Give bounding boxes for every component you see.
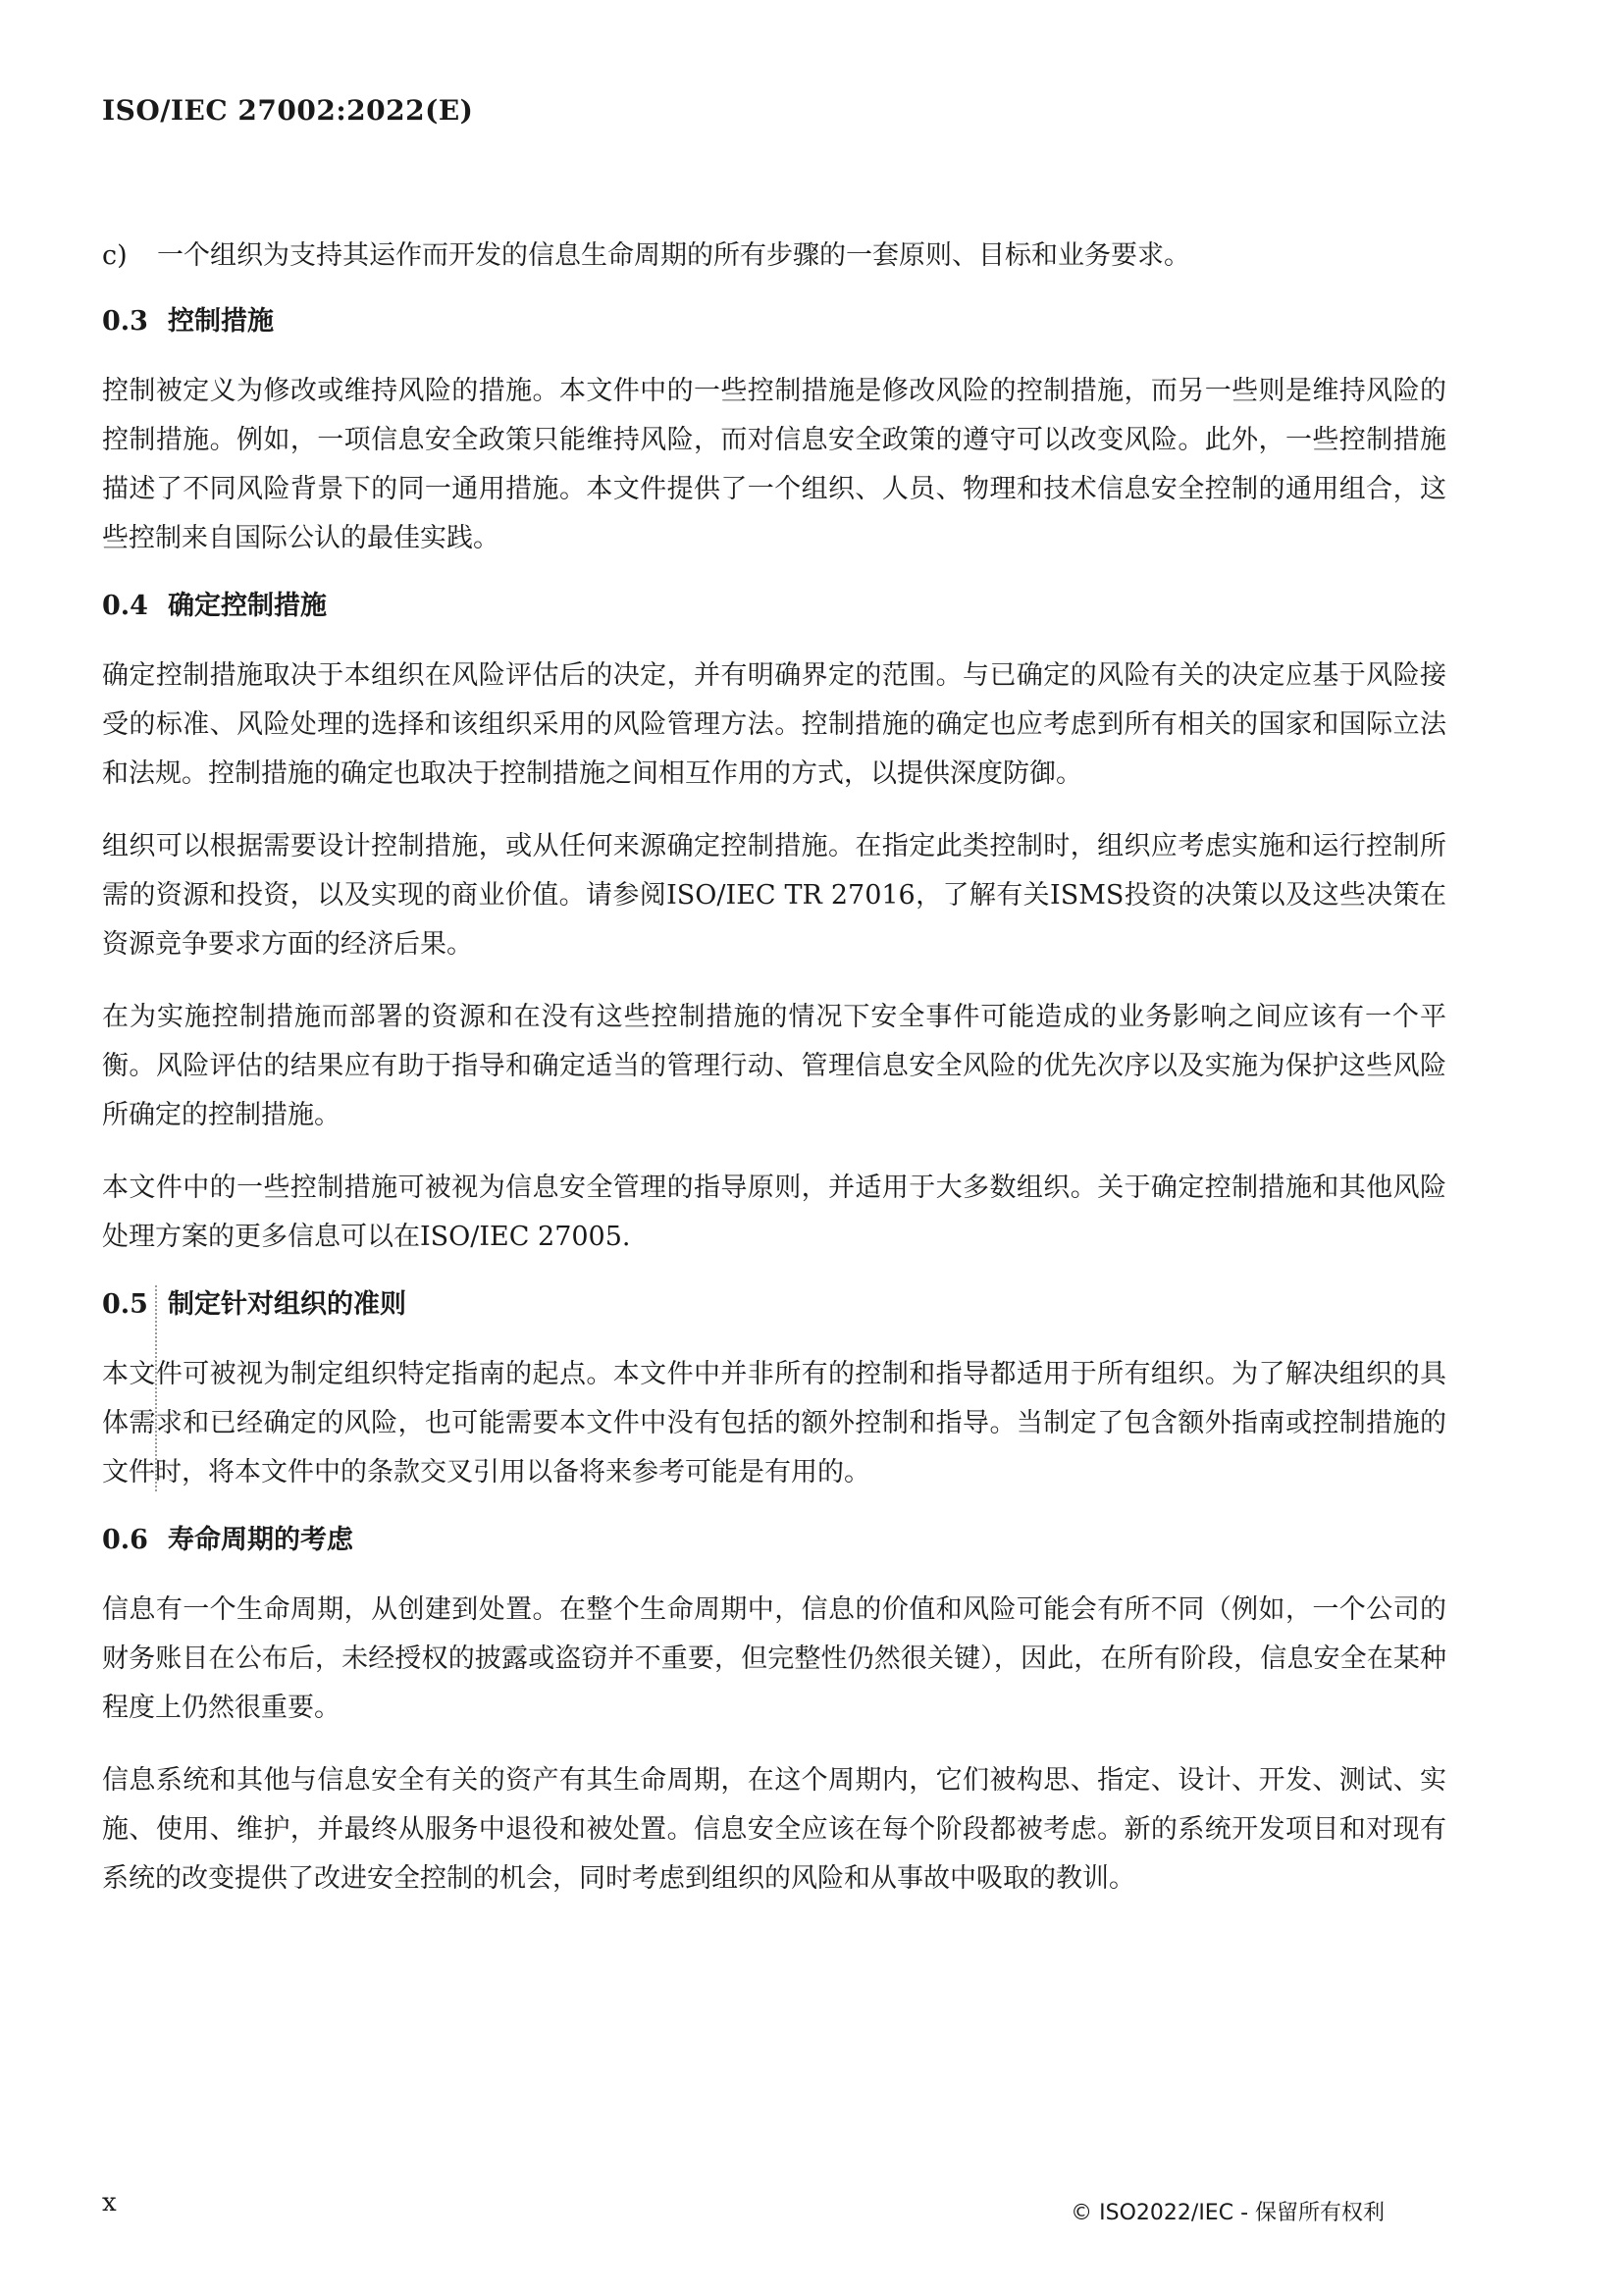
paragraph: 控制被定义为修改或维持风险的措施。本文件中的一些控制措施是修改风险的控制措施，而另一些则是维持风险的控制措施。例如，一项信息安全政策只能维持风险，而对信息安全政策的遵守可以改变风险。此外，一些控制措施描述了不同风险背景下的同一通用措施。本文件提供了一个组织、人员、物理和技术信息安全控制的通用组合，这些控制来自国际公认的最佳实践。 (102, 376, 1446, 553)
paragraph: 信息有一个生命周期，从创建到处置。在整个生命周期中，信息的价值和风险可能会有所不同（例如，一个公司的财务账目在公布后，未经授权的披露或盗窃并不重要，但完整性仍然很关键），因此，在所有阶段，信息安全在某种程度上仍然很重要。 (102, 1594, 1446, 1723)
page-number: x (102, 2188, 117, 2217)
list-item-text: 一个组织为支持其运作而开发的信息生命周期的所有步骤的一套原则、目标和业务要求。 (157, 240, 1190, 271)
list-item-c (102, 234, 1446, 279)
document-body (102, 234, 1446, 1927)
paragraph: 组织可以根据需要设计控制措施，或从任何来源确定控制措施。在指定此类控制时，组织应考虑实施和运行控制所需的资源和投资，以及实现的商业价值。请参阅ISO/IEC TR 27016，了解有关ISMS投资的决策以及这些决策在资源竞争要求方面的经济后果。 (102, 831, 1446, 960)
list-marker: c) (102, 240, 128, 271)
section-heading (102, 1285, 1446, 1325)
document-header: ISO/IEC 27002:2022(E) (102, 94, 474, 127)
section-title: 控制措施 (167, 306, 274, 337)
section-number: 0.6 (102, 1525, 148, 1555)
paragraph: 信息系统和其他与信息安全有关的资产有其生命周期，在这个周期内，它们被构思、指定、设计、开发、测试、实施、使用、维护，并最终从服务中退役和被处置。信息安全应该在每个阶段都被考虑。新的系统开发项目和对现有系统的改变提供了改进安全控制的机会，同时考虑到组织的风险和从事故中吸取的教训。 (102, 1765, 1446, 1894)
section-0-3 (102, 302, 1446, 563)
section-heading (102, 302, 1446, 341)
copyright-notice: © ISO2022/IEC - 保留所有权利 (1071, 2201, 1385, 2225)
section-0-4 (102, 587, 1446, 1262)
section-0-5 (102, 1285, 1446, 1497)
paragraph: 确定控制措施取决于本组织在风险评估后的决定，并有明确界定的范围。与已确定的风险有关的决定应基于风险接受的标准、风险处理的选择和该组织采用的风险管理方法。控制措施的确定也应考虑到所有相关的国家和国际立法和法规。控制措施的确定也取决于控制措施之间相互作用的方式，以提供深度防御。 (102, 660, 1446, 789)
paragraph: 本文件可被视为制定组织特定指南的起点。本文件中并非所有的控制和指导都适用于所有组织。为了解决组织的具体需求和已经确定的风险，也可能需要本文件中没有包括的额外控制和指导。当制定了包含额外指南或控制措施的文件时，将本文件中的条款交叉引用以备将来参考可能是有用的。 (102, 1359, 1446, 1487)
section-number: 0.3 (102, 306, 148, 337)
paragraph: 在为实施控制措施而部署的资源和在没有这些控制措施的情况下安全事件可能造成的业务影响之间应该有一个平衡。风险评估的结果应有助于指导和确定适当的管理行动、管理信息安全风险的优先次序以及实施为保护这些风险所确定的控制措施。 (102, 1002, 1446, 1130)
section-title: 寿命周期的考虑 (167, 1525, 353, 1555)
section-heading (102, 1521, 1446, 1560)
section-number: 0.4 (102, 591, 148, 621)
section-number: 0.5 (102, 1289, 148, 1320)
section-title: 制定针对组织的准则 (167, 1289, 406, 1320)
paragraph: 本文件中的一些控制措施可被视为信息安全管理的指导原则，并适用于大多数组织。关于确定控制措施和其他风险处理方案的更多信息可以在ISO/IEC 27005. (102, 1173, 1446, 1252)
dotted-margin-mark (155, 1285, 157, 1491)
section-0-6 (102, 1521, 1446, 1904)
section-heading (102, 587, 1446, 626)
section-title: 确定控制措施 (167, 591, 327, 621)
